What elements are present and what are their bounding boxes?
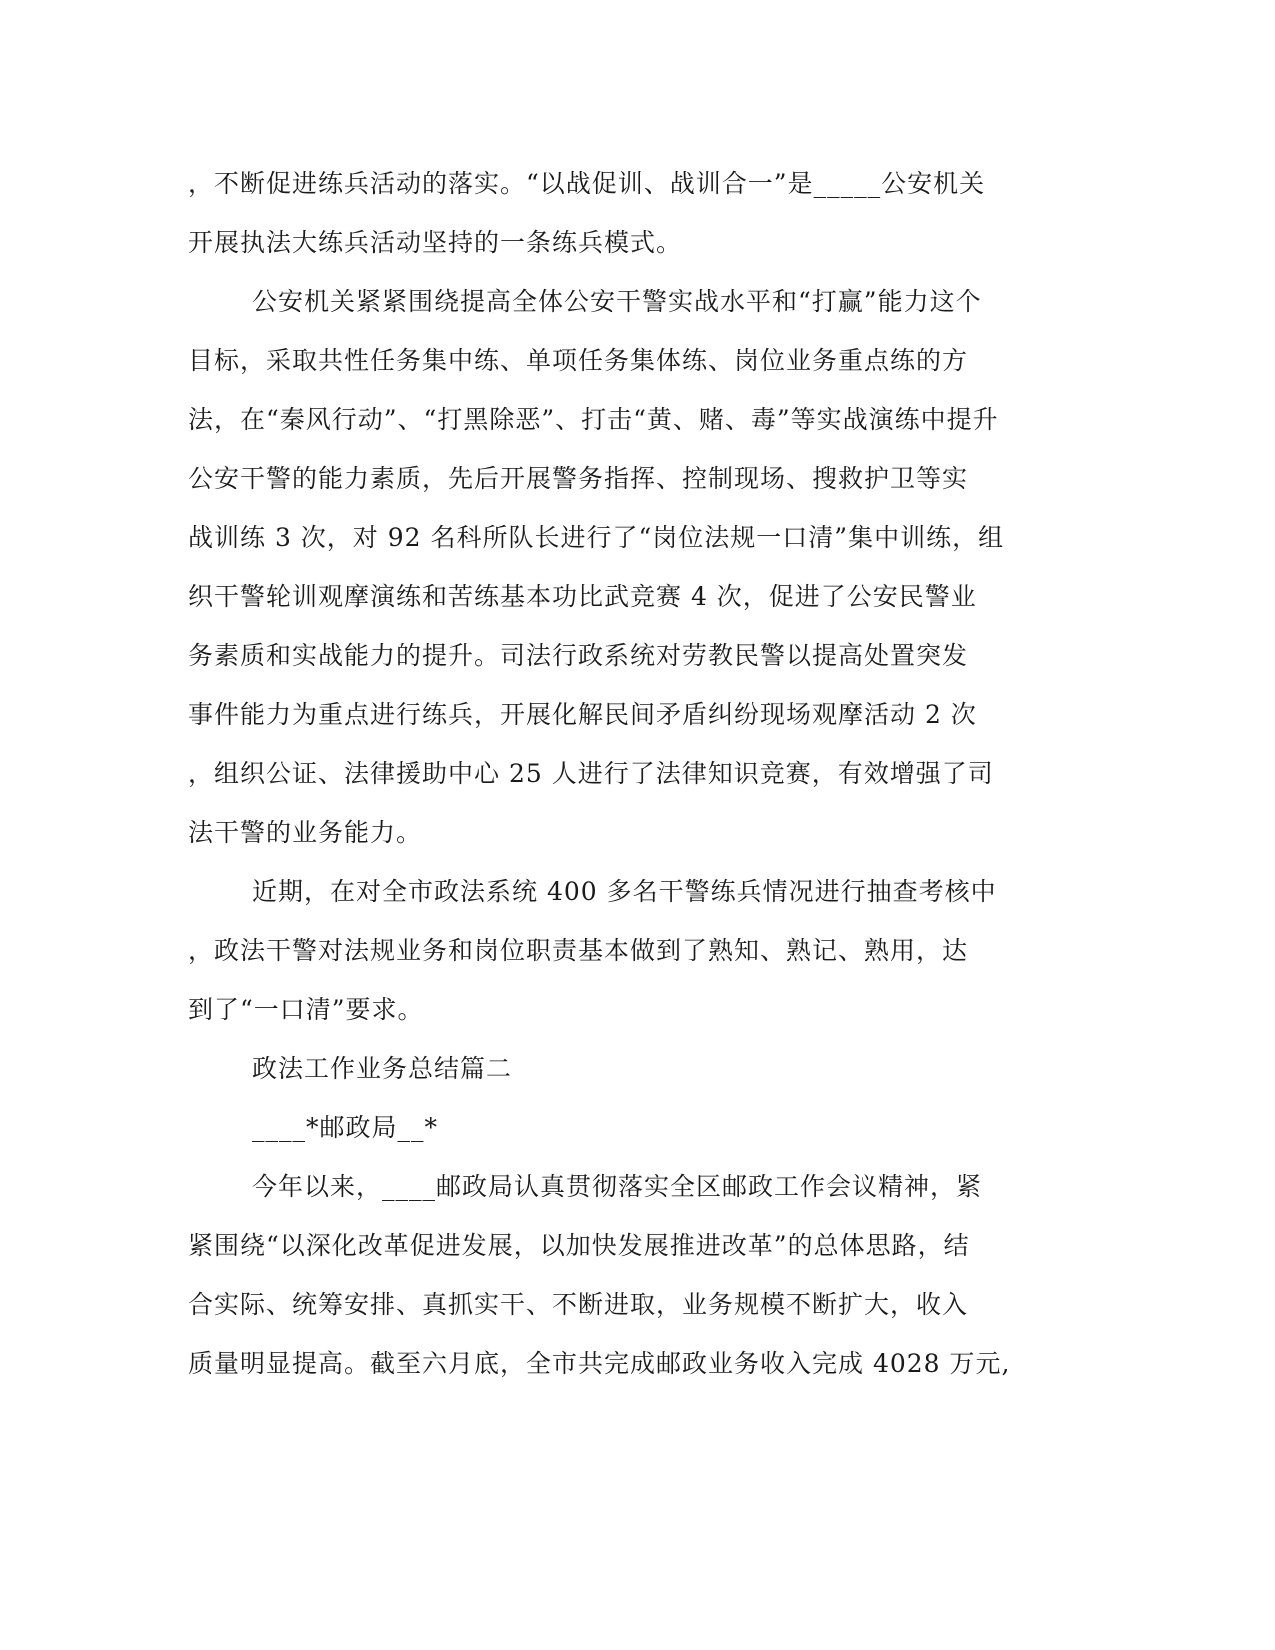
paragraph-first-line: 今年以来，____邮政局认真贯彻落实全区邮政工作会议精神，紧 xyxy=(252,1172,983,1201)
paragraph-first-line: 近期，在对全市政法系统 400 多名干警练兵情况进行抽查考核中 xyxy=(252,877,997,906)
text-line: ，政法干警对法规业务和岗位职责基本做到了熟知、熟记、熟用，达 xyxy=(188,936,969,965)
text-line: 合实际、统筹安排、真抓实干、不断进取，业务规模不断扩大，收入 xyxy=(188,1290,969,1319)
section-heading: 政法工作业务总结篇二 xyxy=(252,1054,513,1083)
paragraph-first-line: 公安机关紧紧围绕提高全体公安干警实战水平和“打赢”能力这个 xyxy=(252,287,982,316)
section-subheading: ____*邮政局__* xyxy=(252,1113,439,1142)
text-line: 到了“一口清”要求。 xyxy=(188,995,424,1024)
text-line: 法干警的业务能力。 xyxy=(188,818,423,847)
text-line: 战训练 3 次，对 92 名科所队长进行了“岗位法规一口清”集中训练，组 xyxy=(188,523,1005,552)
text-line: 紧围绕“以深化改革促进发展，以加快发展推进改革”的总体思路，结 xyxy=(188,1231,970,1260)
text-line: 务素质和实战能力的提升。司法行政系统对劳教民警以提高处置突发 xyxy=(188,641,969,670)
text-line: 目标，采取共性任务集中练、单项任务集体练、岗位业务重点练的方 xyxy=(188,346,969,375)
text-line: 质量明显提高。截至六月底，全市共完成邮政业务收入完成 4028 万元, xyxy=(188,1349,1011,1378)
text-line: 法，在“秦风行动”、“打黑除恶”、打击“黄、赌、毒”等实战演练中提升 xyxy=(188,405,999,434)
text-line: 开展执法大练兵活动坚持的一条练兵模式。 xyxy=(188,228,683,257)
text-line: 公安干警的能力素质，先后开展警务指挥、控制现场、搜救护卫等实 xyxy=(188,464,969,493)
text-line: 事件能力为重点进行练兵，开展化解民间矛盾纠纷现场观摩活动 2 次 xyxy=(188,700,977,729)
text-line: 织干警轮训观摩演练和苦练基本功比武竞赛 4 次，促进了公安民警业 xyxy=(188,582,977,611)
text-line: ，不断促进练兵活动的落实。“以战促训、战训合一”是_____公安机关 xyxy=(188,169,986,198)
text-line: ，组织公证、法律援助中心 25 人进行了法律知识竞赛，有效增强了司 xyxy=(188,759,994,788)
